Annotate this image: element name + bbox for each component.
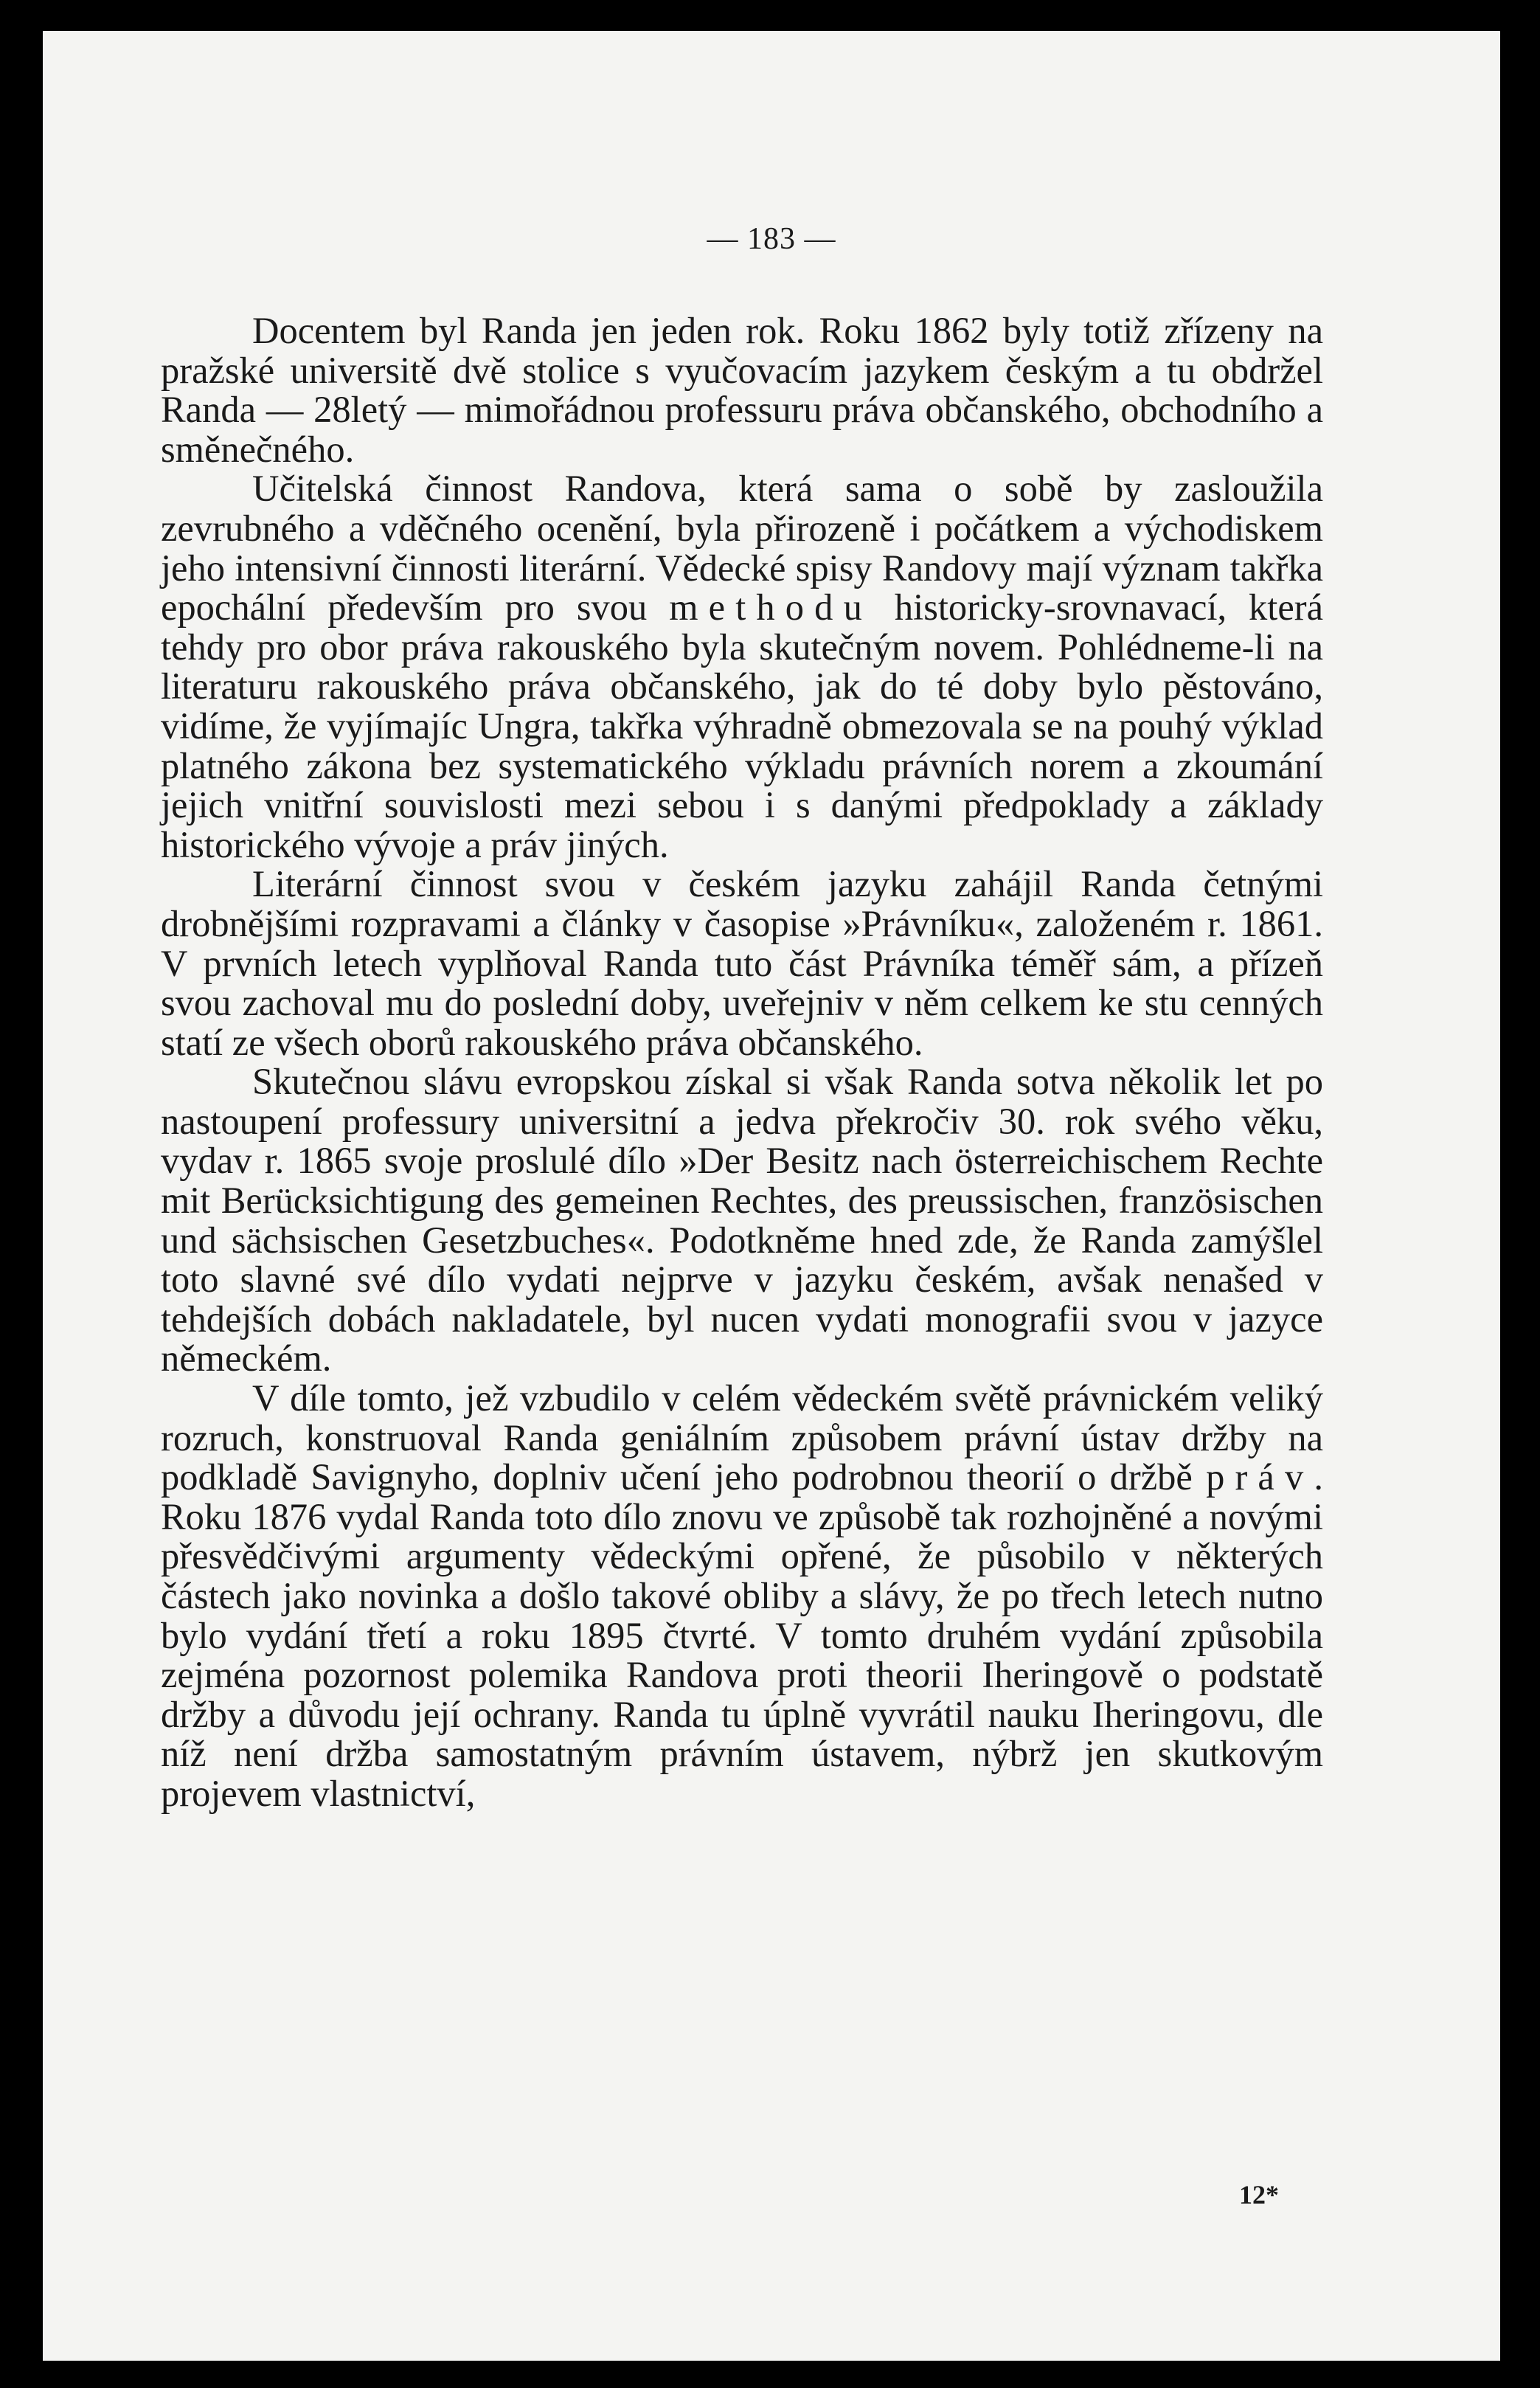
body-text [161,311,1323,1814]
text-segment: . Roku 1876 vydal Randa toto dílo znovu ve způsobě tak rozhojněné a novými přesvědčivými argumenty vědeckými opřené, že působilo v některých částech jako novinka a došlo takové obliby a slávy, že po třech letech nutno bylo vydání třetí a roku 1895 čtvrté. V tomto druhém vydání způsobila zejména pozornost polemika Randova proti theorii Iheringově o podstatě držby a důvodu její ochrany. Randa tu úplně vyvrátil nauku Iheringovu, dle níž není držba samostatným právním ústavem, nýbrž jen skutkovým projevem vlastnictví, [161,1456,1323,1814]
text-segment: Učitelská činnost Randova, která sama o sobě by zasloužila zevrubného a vděčného ocenění, byla přirozeně i počátkem a východiskem jeho intensivní činnosti literární. Vědecké spisy Randovy mají význam takřka epochální především pro svou [161,468,1323,629]
emphasized-word: methodu [669,586,873,629]
paragraph-4 [161,1062,1323,1379]
text-segment: Docentem byl Randa jen jeden rok. Roku 1862 byly totiž zřízeny na pražské universitě dvě stolice s vyučovacím jazykem českým a tu obdržel Randa — 28letý — mimořádnou professuru práva občanského, obchodního a směnečného. [161,310,1323,470]
text-segment: historicky-srovnavací, která tehdy pro obor práva rakouského byla skutečným novem. Pohlédneme-li na literaturu rakouského práva občanského, jak do té doby bylo pěstováno, vidíme, že vyjímajíc Ungra, takřka výhradně obmezovala se na pouhý výklad platného zákona bez systematického výkladu právních norem a zkoumání jejich vnitřní souvislosti mezi sebou i s danými předpoklady a základy historického vývoje a práv jiných. [161,586,1323,865]
sheet-signature: 12* [1239,2180,1279,2209]
text-segment: Skutečnou slávu evropskou získal si však Randa sotva několik let po nastoupení professury universitní a jedva překročiv 30. rok svého věku, vydav r. 1865 svoje proslulé dílo »Der Besitz nach österreichischem Rechte mit Berücksichtigung des gemeinen Rechtes, des preussischen, französischen und sächsischen Gesetzbuches«. Podotkněme hned zde, že Randa zamýšlel toto slavné své dílo vydati nejprve v jazyku českém, avšak nenašed v tehdejších dobách nakladatele, byl nucen vydati monografii svou v jazyce německém. [161,1061,1323,1380]
paragraph-2 [161,469,1323,865]
paragraph-3 [161,865,1323,1062]
paragraph-5 [161,1379,1323,1814]
book-page [43,31,1500,2361]
text-segment: V díle tomto, jež vzbudilo v celém vědeckém světě právnickém veliký rozruch, konstruoval Randa geniálním způsobem právní ústav držby na podkladě Savignyho, doplniv učení jeho podrobnou theorií o držbě [161,1377,1323,1498]
page-number: — 183 — [707,222,836,256]
emphasized-word: práv [1206,1456,1314,1498]
paragraph-1 [161,311,1323,469]
text-segment: Literární činnost svou v českém jazyku zahájil Randa četnými drobnějšími rozpravami a články v časopise »Právníku«, založeném r. 1861. V prvních letech vyplňoval Randa tuto část Právníka téměř sám, a přízeň svou zachoval mu do poslední doby, uveřejniv v něm celkem ke stu cenných statí ze všech oborů rakouského práva občanského. [161,863,1323,1063]
